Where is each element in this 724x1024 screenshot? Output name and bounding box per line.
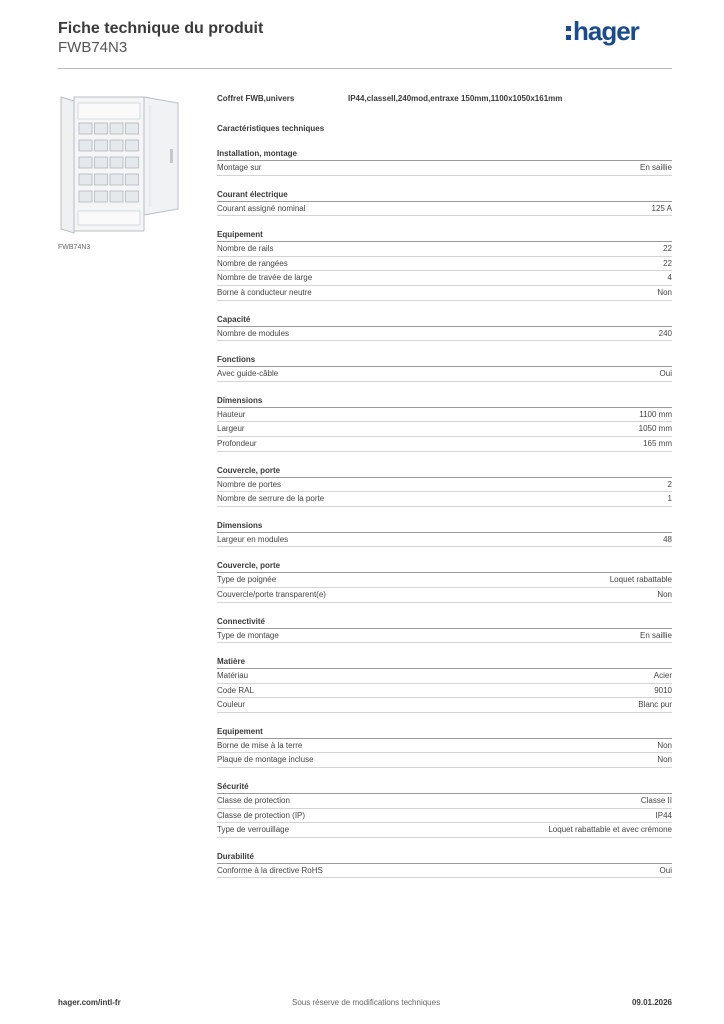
logo-text: hager — [573, 16, 639, 46]
spec-label: Largeur — [217, 424, 245, 434]
spec-row — [217, 533, 672, 548]
spec-section — [217, 520, 672, 548]
spec-section — [217, 148, 672, 176]
spec-section — [217, 656, 672, 713]
spec-label: Nombre de rails — [217, 244, 274, 254]
header-divider — [58, 68, 672, 69]
product-line — [217, 92, 672, 106]
module-slot — [95, 174, 108, 185]
spec-row — [217, 753, 672, 768]
spec-label: Borne de mise à la terre — [217, 740, 303, 750]
spec-value: Classe II — [640, 796, 672, 806]
spec-value: 22 — [663, 258, 672, 268]
spec-label: Nombre de portes — [217, 479, 282, 489]
spec-section — [217, 189, 672, 217]
spec-row — [217, 271, 672, 286]
spec-row — [217, 161, 672, 176]
product-name: Coffret FWB,univers — [217, 94, 295, 103]
spec-section — [217, 314, 672, 342]
module-slot — [126, 140, 139, 151]
spec-label: Largeur en modules — [217, 534, 289, 544]
spec-value: 9010 — [654, 685, 672, 695]
spec-label: Type de montage — [217, 630, 279, 640]
spec-value: 165 mm — [643, 438, 672, 448]
spec-row — [217, 422, 672, 437]
spec-section — [217, 395, 672, 452]
spec-label: Conforme à la directive RoHS — [217, 865, 323, 875]
spec-label: Borne à conducteur neutre — [217, 287, 312, 297]
page-title: Fiche technique du produit — [58, 20, 264, 37]
spec-row — [217, 669, 672, 684]
spec-row — [217, 286, 672, 301]
spec-value: 1 — [667, 494, 672, 504]
spec-row — [217, 629, 672, 644]
spec-row — [217, 492, 672, 507]
module-slot — [110, 140, 123, 151]
section-title: Couvercle, porte — [217, 465, 672, 478]
spec-label: Hauteur — [217, 409, 246, 419]
spec-label: Profondeur — [217, 438, 257, 448]
section-title: Durabilité — [217, 851, 672, 864]
spec-value: 2 — [667, 479, 672, 489]
spec-row — [217, 437, 672, 452]
spec-section — [217, 781, 672, 838]
section-title: Installation, montage — [217, 148, 672, 161]
module-slot — [110, 174, 123, 185]
spec-value: 1100 mm — [639, 409, 672, 419]
characteristics-heading: Caractéristiques techniques — [217, 124, 325, 133]
spec-value: 22 — [663, 244, 672, 254]
spec-label: Couleur — [217, 700, 246, 710]
spec-label: Code RAL — [217, 685, 254, 695]
module-slot — [126, 191, 139, 202]
image-caption: FWB74N3 — [58, 244, 91, 251]
spec-section — [217, 354, 672, 382]
spec-label: Couvercle/porte transparent(e) — [217, 589, 326, 599]
section-title: Sécurité — [217, 781, 672, 794]
spec-section — [217, 726, 672, 768]
spec-row — [217, 684, 672, 699]
spec-label: Plaque de montage incluse — [217, 755, 314, 765]
spec-row — [217, 408, 672, 423]
spec-label: Montage sur — [217, 163, 262, 172]
section-title: Dimensions — [217, 520, 672, 533]
spec-value: Non — [657, 287, 672, 297]
spec-row — [217, 327, 672, 342]
spec-value: 1050 mm — [638, 424, 672, 434]
spec-label: Nombre de serrure de la porte — [217, 494, 325, 504]
spec-label: Nombre de modules — [217, 328, 290, 338]
spec-label: Nombre de rangées — [217, 258, 288, 268]
spec-row — [217, 242, 672, 257]
spec-row — [217, 809, 672, 824]
spec-row — [217, 367, 672, 382]
spec-row — [217, 588, 672, 603]
spec-value: Blanc pur — [638, 700, 672, 710]
spec-label: Avec guide-câble — [217, 369, 279, 379]
spec-value: Non — [657, 740, 672, 750]
module-slot — [79, 140, 92, 151]
spec-value: Loquet rabattable — [609, 575, 672, 585]
spec-section — [217, 560, 672, 602]
spec-section — [217, 465, 672, 507]
section-title: Dimensions — [217, 395, 672, 408]
spec-label: Nombre de travée de large — [217, 273, 313, 283]
module-slot — [126, 123, 139, 134]
spec-row — [217, 202, 672, 217]
module-slot — [79, 174, 92, 185]
section-title: Capacité — [217, 314, 672, 327]
footer-notice: Sous réserve de modifications techniques — [292, 998, 441, 1007]
spec-label: Type de poignée — [217, 575, 277, 585]
spec-row — [217, 794, 672, 809]
spec-sections — [217, 148, 672, 878]
spec-value: Oui — [659, 369, 672, 379]
electrical-enclosure-icon — [58, 93, 184, 235]
spec-label: Classe de protection — [217, 796, 290, 806]
spec-value: 125 A — [651, 203, 672, 213]
module-slot — [126, 157, 139, 168]
spec-value: Non — [657, 589, 672, 599]
module-slot — [95, 123, 108, 134]
spec-value: IP44 — [655, 810, 672, 820]
spec-value: Acier — [653, 671, 672, 681]
spec-row — [217, 478, 672, 493]
module-slot — [110, 157, 123, 168]
section-title: Equipement — [217, 726, 672, 739]
spec-label: Courant assigné nominal — [217, 203, 306, 213]
spec-section — [217, 616, 672, 644]
spec-row — [217, 573, 672, 588]
spec-content — [217, 92, 672, 878]
product-reference: FWB74N3 — [58, 39, 128, 56]
spec-section — [217, 229, 672, 300]
spec-section — [217, 851, 672, 879]
section-title: Fonctions — [217, 354, 672, 367]
spec-row — [217, 257, 672, 272]
spec-label: Type de verrouillage — [217, 825, 290, 835]
spec-value: En saillie — [639, 630, 672, 640]
spec-value: Oui — [659, 865, 672, 875]
section-title: Courant électrique — [217, 189, 672, 202]
section-title: Equipement — [217, 229, 672, 242]
module-slot — [126, 174, 139, 185]
module-slot — [95, 191, 108, 202]
section-title: Couvercle, porte — [217, 560, 672, 573]
hager-colon-logo-icon — [566, 26, 571, 40]
footer-website-link[interactable]: hager.com/intl-fr — [58, 998, 121, 1007]
module-slot — [95, 157, 108, 168]
module-slot — [110, 123, 123, 134]
module-slot — [79, 157, 92, 168]
spec-value: Loquet rabattable et avec crémone — [548, 825, 672, 835]
spec-row — [217, 823, 672, 838]
spec-label: Classe de protection (IP) — [217, 810, 306, 820]
spec-row — [217, 698, 672, 713]
spec-value: 48 — [663, 534, 672, 544]
module-slot — [110, 191, 123, 202]
spec-value: Non — [657, 755, 672, 765]
spec-value: 4 — [667, 273, 672, 283]
spec-row — [217, 864, 672, 879]
module-slot — [79, 123, 92, 134]
spec-row — [217, 739, 672, 754]
spec-value: En saillie — [639, 163, 672, 172]
module-slot — [95, 140, 108, 151]
product-description: IP44,classeII,240mod,entraxe 150mm,1100x1050x161mm — [348, 94, 563, 103]
hager-logo — [566, 16, 639, 46]
spec-value: 240 — [658, 328, 672, 338]
footer-date: 09.01.2026 — [631, 998, 672, 1007]
section-title: Connectivité — [217, 616, 672, 629]
section-title: Matière — [217, 656, 672, 669]
module-slot — [79, 191, 92, 202]
spec-label: Matériau — [217, 671, 249, 681]
